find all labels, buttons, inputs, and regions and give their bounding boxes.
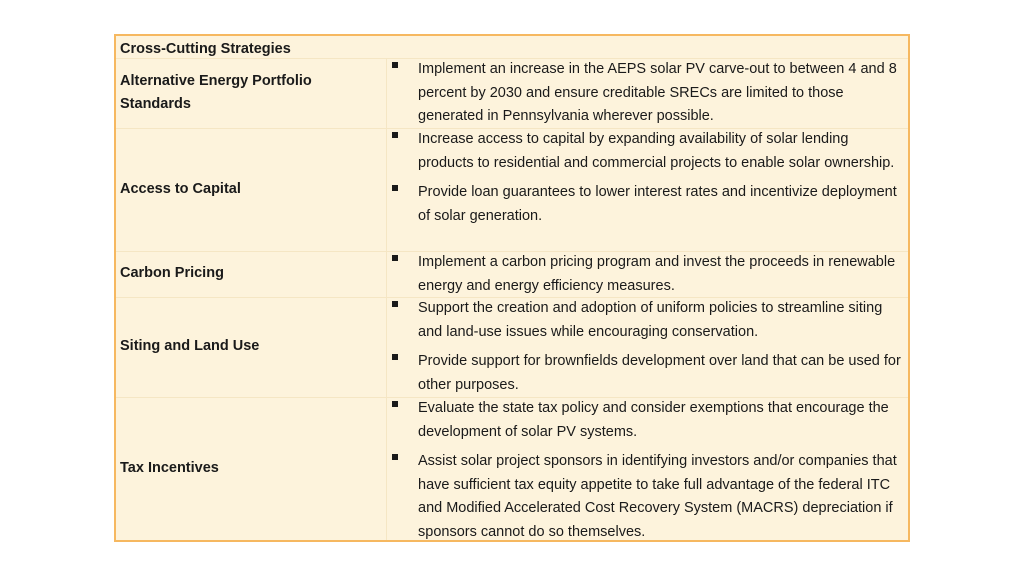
row-category: Siting and Land Use — [120, 338, 260, 355]
row-items — [388, 397, 906, 544]
list-item — [388, 397, 906, 444]
list-item — [388, 350, 906, 397]
row-category: Alternative Energy Portfolio Standards — [120, 72, 312, 112]
list-item-text: Provide loan guarantees to lower interest rates and incentivize deployment of solar generation. — [418, 184, 897, 224]
table-row — [116, 397, 908, 540]
row-items — [388, 58, 906, 129]
strategies-table — [114, 34, 910, 542]
row-items — [388, 128, 906, 228]
list-item — [388, 297, 906, 344]
row-category: Tax Incentives — [120, 459, 219, 476]
list-item-text: Support the creation and adoption of uniform policies to streamline siting and land-use issues while encouraging conservation. — [418, 300, 883, 340]
table-header: Cross-Cutting Strategies — [120, 41, 291, 57]
list-item-text: Assist solar project sponsors in identifying investors and/or companies that have sufficient tax equity appetite to take full advantage of the federal ITC and Modified Accelerated Cost Recovery System (MACRS) depreciation if sponsors cannot do so themselves. — [418, 453, 897, 540]
square-bullet-icon — [392, 354, 398, 360]
list-item-text: Provide support for brownfields development over land that can be used for other purposes. — [418, 353, 901, 393]
list-item — [388, 251, 906, 298]
list-item-text: Increase access to capital by expanding availability of solar lending products to residential and commercial projects to enable solar ownership. — [418, 131, 895, 171]
table-row — [116, 128, 908, 251]
list-item — [388, 450, 906, 544]
list-item-text: Implement a carbon pricing program and invest the proceeds in renewable energy and energy efficiency measures. — [418, 254, 896, 294]
list-item-text: Implement an increase in the AEPS solar PV carve-out to between 4 and 8 percent by 2030 and ensure creditable SRECs are limited to those generated in Pennsylvania wherever possible. — [418, 61, 897, 124]
list-item-text: Evaluate the state tax policy and consider exemptions that encourage the development of solar PV systems. — [418, 400, 889, 440]
table-row — [116, 297, 908, 397]
list-item — [388, 128, 906, 175]
row-category: Carbon Pricing — [120, 265, 224, 282]
square-bullet-icon — [392, 185, 398, 191]
row-items — [388, 251, 906, 298]
table-row — [116, 58, 908, 128]
square-bullet-icon — [392, 255, 398, 261]
list-item — [388, 58, 906, 129]
square-bullet-icon — [392, 301, 398, 307]
row-category: Access to Capital — [120, 180, 241, 197]
square-bullet-icon — [392, 62, 398, 68]
row-items — [388, 297, 906, 397]
list-item — [388, 181, 906, 228]
table-row — [116, 251, 908, 297]
square-bullet-icon — [392, 454, 398, 460]
square-bullet-icon — [392, 132, 398, 138]
square-bullet-icon — [392, 401, 398, 407]
